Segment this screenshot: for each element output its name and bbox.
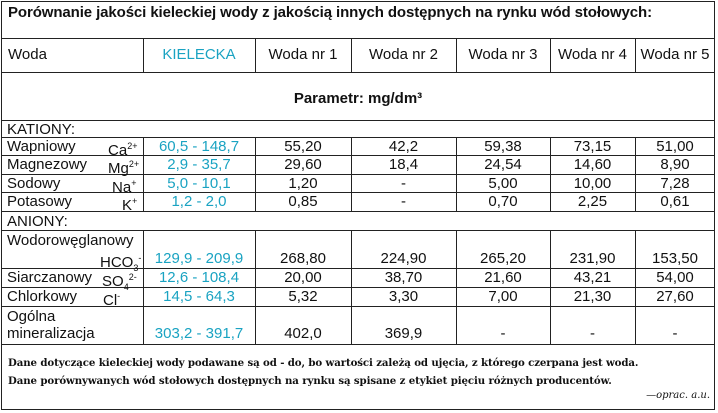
value-cell: 0,61 [660,193,690,210]
value-cell: 402,0 [284,325,322,342]
divider [1,120,715,121]
header-woda-3: Woda nr 3 [468,46,538,63]
value-cell: 43,21 [573,269,612,286]
section-kationy: KATIONY: [7,121,76,138]
row-name: Ogólna [7,308,56,325]
value-cell: 153,50 [652,250,698,267]
value-cell: 73,15 [573,138,612,155]
value-cell: 5,00 [488,175,518,192]
ion-label: K+ [122,196,138,214]
divider [1,38,715,39]
value-cell: 14,60 [573,156,612,173]
value-cell: 3,30 [388,288,419,305]
kielecka-value: 12,6 - 108,4 [158,269,240,286]
value-cell: 268,80 [280,250,326,267]
row-name: mineralizacja [7,325,95,342]
row-name: Chlorkowy [7,288,78,305]
value-cell: 21,60 [484,269,522,286]
value-cell: 27,60 [656,288,694,305]
row-name: Wodorowęglanowy [7,232,134,249]
row-name: Sodowy [7,175,61,192]
value-cell: 29,60 [284,156,322,173]
header-woda-2: Woda nr 2 [369,46,438,63]
value-cell: - [401,193,406,210]
value-cell: - [401,175,406,192]
value-cell: 21,30 [573,288,612,305]
header-woda-1: Woda nr 1 [268,46,338,63]
header-woda: Woda [8,46,47,63]
section-aniony: ANIONY: [7,213,68,230]
value-cell: 8,90 [660,156,690,173]
value-cell: - [590,325,595,342]
value-cell: - [672,325,678,342]
kielecka-value: 5,0 - 10,1 [167,175,231,192]
kielecka-value: 2,9 - 35,7 [167,156,231,173]
row-name: Siarczanowy [7,269,93,286]
value-cell: 224,90 [380,250,427,267]
kielecka-value: 1,2 - 2,0 [171,193,227,210]
divider [1,211,715,212]
kielecka-value: 60,5 - 148,7 [158,138,240,155]
divider [1,344,715,345]
value-cell: 59,38 [484,138,522,155]
ion-label: $Ca^{2+}$ [108,141,138,159]
header-woda-5: Woda nr 5 [640,46,710,63]
header-woda-4: Woda nr 4 [558,46,627,63]
kielecka-value: 129,9 - 209,9 [154,250,244,267]
value-cell: 7,00 [488,288,518,305]
ion-label: Cl- [103,291,121,309]
row-name: Wapniowy [7,138,76,155]
value-cell: 24,54 [484,156,522,173]
value-cell: 54,00 [656,269,694,286]
value-cell: 55,20 [284,138,322,155]
value-cell: 20,00 [284,269,322,286]
signature: —oprac. a.u. [646,390,710,401]
value-cell: 10,00 [573,175,612,192]
value-cell: 42,2 [388,138,419,155]
footnote: Dane dotyczące kieleckiej wody podawane są od - do, bo wartości zależą od ujęcia, z którego czerpana jest woda. [8,357,639,369]
value-cell: 2,25 [577,193,608,210]
value-cell: 1,20 [288,175,318,192]
value-cell: 265,20 [480,250,526,267]
ion-label: $Mg^{2+}$ [108,159,140,177]
row-name: Magnezowy [7,156,88,173]
page-title: Porównanie jakości kieleckiej wody z jakością innych dostępnych na rynku wód stołowych: [8,4,652,21]
value-cell: 38,70 [384,269,423,286]
divider [1,230,715,231]
value-cell: 18,4 [388,156,419,173]
value-cell: 0,85 [288,193,318,210]
value-cell: - [500,325,506,342]
value-cell: 51,00 [656,138,694,155]
value-cell: 231,90 [569,250,616,267]
ion-label: Na+ [112,178,137,196]
row-name: Potasowy [7,193,73,210]
divider [1,72,715,73]
kielecka-value: 14,5 - 64,3 [163,288,235,305]
header-kielecka: KIELECKA [162,46,236,63]
value-cell: 0,70 [488,193,518,210]
parameter-label: Parametr: mg/dm³ [293,90,423,107]
footnote: Dane porównywanych wód stołowych dostępnych na rynku są spisane z etykiet pięciu różnych producentów. [8,375,612,387]
value-cell: 369,9 [384,325,423,342]
kielecka-value: 303,2 - 391,7 [154,325,244,342]
ion-label: $SO_4^{2-}$ [102,272,137,292]
ion-label: $HCO_3^-$ [100,253,142,273]
value-cell: 7,28 [660,175,690,192]
value-cell: 5,32 [288,288,318,305]
